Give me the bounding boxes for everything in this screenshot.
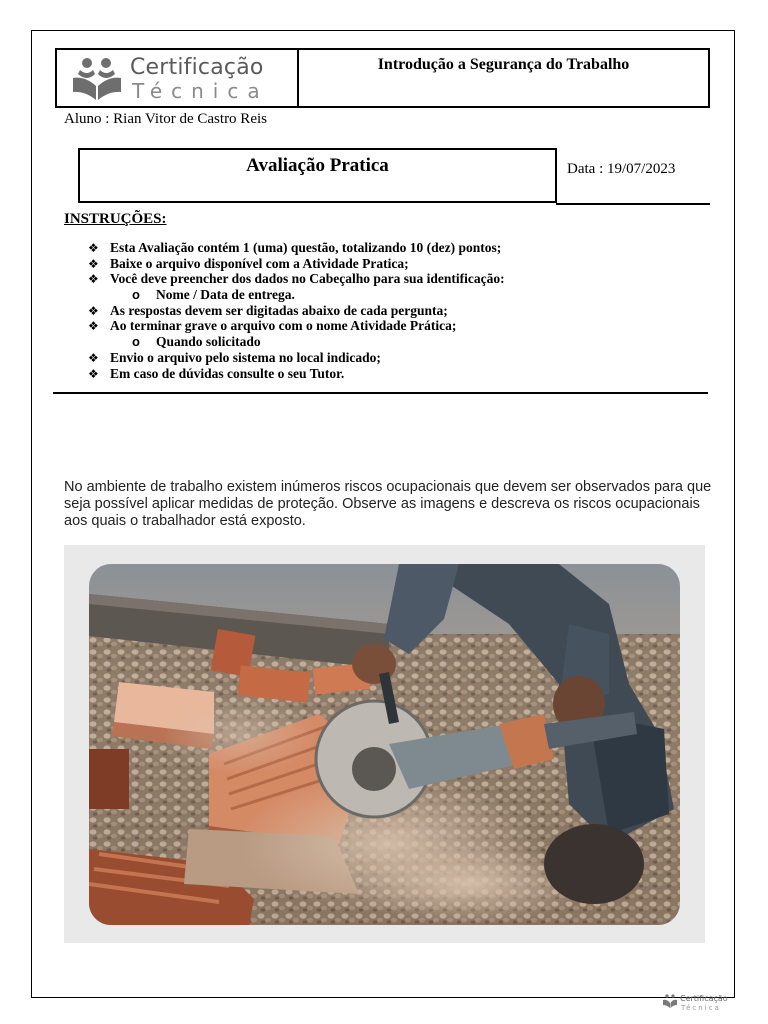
- instructions-title: INSTRUÇÕES:: [64, 211, 167, 227]
- footer-logo-line2: Técnica: [681, 1004, 721, 1012]
- worker-cutting-brick-photo: [89, 564, 680, 925]
- logo-text-certificacao: Certificação: [130, 55, 264, 80]
- logo-box: [55, 48, 298, 108]
- divider-instructions: [53, 392, 708, 394]
- evaluation-title: Avaliação Pratica: [246, 155, 389, 176]
- diamond-bullet-icon: ❖: [88, 319, 99, 334]
- list-item: ❖ Baixe o arquivo disponível com a Atividade Pratica;: [88, 255, 409, 271]
- footer-logo-line1: Certificação: [680, 994, 728, 1003]
- sub-list-item: o Quando solicitado: [132, 334, 261, 350]
- date-field: Data : 19/07/2023: [567, 161, 676, 177]
- list-item: ❖ Você deve preencher dos dados no Cabeçalho para sua identificação:: [88, 271, 505, 287]
- question-text: No ambiente de trabalho existem inúmeros riscos ocupacionais que devem ser observados para que seja possível aplicar medidas de proteção. Observe as imagens e descreva os riscos ocupacionais aos quais o trabalhador está exposto.: [64, 479, 712, 529]
- list-item: ❖ Esta Avaliação contém 1 (uma) questão, totalizando 10 (dez) pontos;: [88, 240, 502, 255]
- divider-top: [556, 203, 710, 205]
- worker-grinder-illustration: [89, 564, 680, 925]
- circle-bullet-icon: o: [132, 334, 140, 350]
- list-item: ❖ Envio o arquivo pelo sistema no local indicado;: [88, 349, 381, 365]
- diamond-bullet-icon: ❖: [88, 256, 99, 271]
- list-item: ❖ Ao terminar grave o arquivo com o nome Atividade Prática;: [88, 318, 457, 334]
- sub-list-item: o Nome / Data de entrega.: [132, 287, 295, 303]
- logo-text-tecnica: Técnica: [132, 79, 269, 103]
- list-item: ❖ As respostas devem ser digitadas abaixo de cada pergunta;: [88, 302, 448, 318]
- certificacao-logo-icon: [71, 56, 123, 102]
- footer-logo-icon: [663, 993, 735, 1013]
- list-item: ❖ Em caso de dúvidas consulte o seu Tutor.: [88, 365, 345, 381]
- course-title-box: [297, 48, 710, 108]
- diamond-bullet-icon: ❖: [88, 303, 99, 318]
- diamond-bullet-icon: ❖: [88, 366, 99, 381]
- diamond-bullet-icon: ❖: [88, 272, 99, 287]
- circle-bullet-icon: o: [132, 287, 140, 303]
- course-title: Introdução a Segurança do Trabalho: [377, 56, 630, 73]
- instructions-list: [88, 240, 688, 381]
- evaluation-title-box: [78, 148, 557, 203]
- student-name: Aluno : Rian Vitor de Castro Reis: [64, 111, 267, 127]
- diamond-bullet-icon: ❖: [88, 350, 99, 365]
- diamond-bullet-icon: ❖: [88, 241, 99, 255]
